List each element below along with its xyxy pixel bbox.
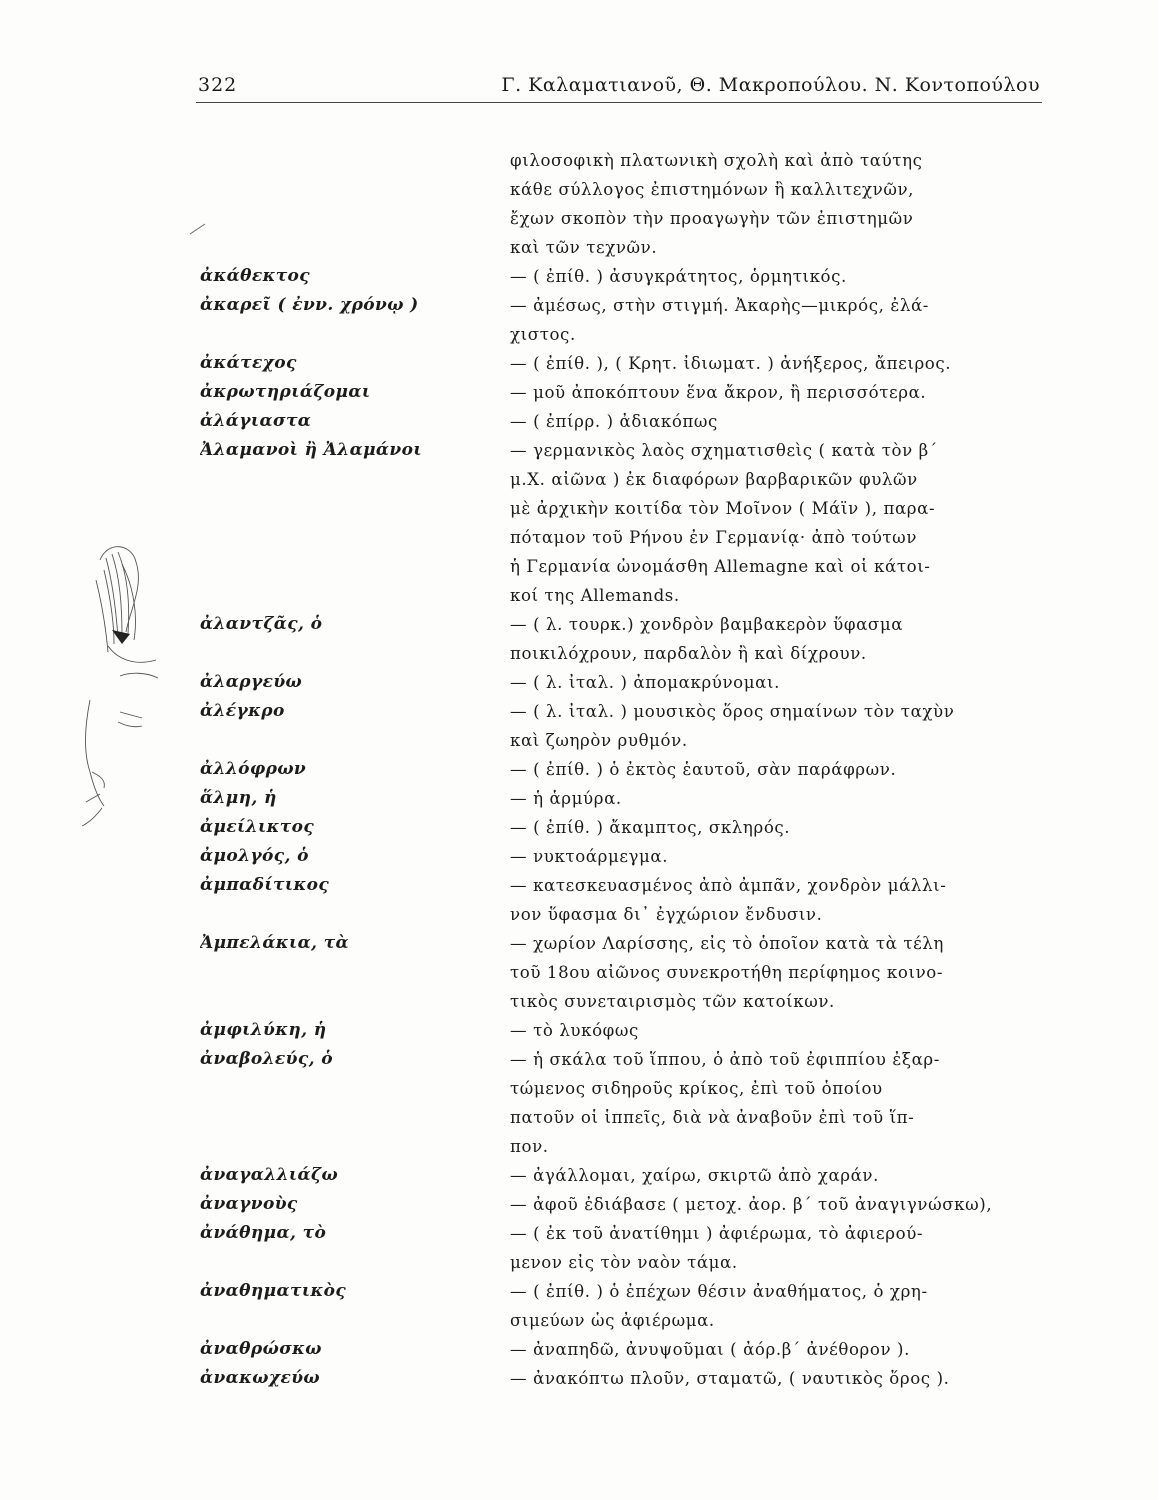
definition-line: μ.Χ. αἰῶνα ) ἐκ διαφόρων βαρβαρικῶν φυλῶν <box>510 470 918 489</box>
definition-line: τώμενος σιδηροῦς κρίκος, ἐπὶ τοῦ ὁποίου <box>510 1079 883 1098</box>
lemma: ἅλμη, ἡ <box>200 788 277 808</box>
lemma <box>200 523 500 552</box>
definition-line: — ἀνακόπτω πλοῦν, σταματῶ, ( ναυτικὸς ὅρος ). <box>510 1369 950 1388</box>
definition-line: καὶ ζωηρὸν ρυθμόν. <box>510 731 688 750</box>
definition-column <box>510 146 1040 1393</box>
definition-line: ἡ Γερμανία ὠνομάσθη Allemagne καὶ οἱ κάτοι- <box>510 557 931 576</box>
definition-line: — κατεσκευασμένος ἀπὸ ἀμπᾶν, χονδρὸν μάλλι- <box>510 876 947 895</box>
definition-line: τικὸς συνεταιρισμὸς τῶν κατοίκων. <box>510 992 835 1011</box>
lemma <box>200 958 500 987</box>
lemma: ἀμπαδίτικος <box>200 875 330 895</box>
definition-line: — μοῦ ἀποκόπτουν ἕνα ἄκρον, ἢ περισσότερα. <box>510 383 927 402</box>
definition-line: — ( ἐπίθ. ) ὁ ἐκτὸς ἑαυτοῦ, σὰν παράφρων. <box>510 760 897 779</box>
definition-line: — χωρίον Λαρίσσης, εἰς τὸ ὁποῖον κατὰ τὰ τέλη <box>510 934 944 953</box>
lemma <box>200 320 500 349</box>
page-number: 322 <box>198 74 238 96</box>
lemma: ἀκρωτηριάζομαι <box>200 382 371 402</box>
lemma: ἀνάθημα, τὸ <box>200 1223 327 1243</box>
definition-line: νον ὕφασμα δι᾽ ἐγχώριον ἔνδυσιν. <box>510 905 823 924</box>
definition-line: μενον εἰς τὸν ναὸν τάμα. <box>510 1253 738 1272</box>
definition-line: — ἡ ἁρμύρα. <box>510 789 622 808</box>
lemma: ἀλλόφρων <box>200 759 307 779</box>
definition-line: — ἀγάλλομαι, χαίρω, σκιρτῶ ἀπὸ χαράν. <box>510 1166 879 1185</box>
lemma <box>200 581 500 610</box>
definition-line: — ἀφοῦ ἐδιάβασε ( μετοχ. ἀορ. β´ τοῦ ἀναγιγνώσκω), <box>510 1195 993 1214</box>
lemma <box>200 146 500 175</box>
definition-line: — ( ἐπίρρ. ) ἀδιακόπως <box>510 412 718 431</box>
lemma: ἀμφιλύκη, ἡ <box>200 1020 327 1040</box>
lemma: ἀλέγκρο <box>200 701 285 721</box>
lemma <box>200 1248 500 1277</box>
lemma <box>200 987 500 1016</box>
lemma: Ἀμπελάκια, τὰ <box>200 933 350 953</box>
lemma: ἀλαντζᾶς, ὁ <box>200 614 323 634</box>
lemma: ἀμείλικτος <box>200 817 315 837</box>
definition-line: κάθε σύλλογος ἐπιστημόνων ἢ καλλιτεχνῶν, <box>510 180 915 199</box>
lemma <box>200 1103 500 1132</box>
definition-line: — ( ἐπίθ. ) ἄκαμπτος, σκληρός. <box>510 818 791 837</box>
lemma <box>200 552 500 581</box>
lemma <box>200 1074 500 1103</box>
definition-line: πον. <box>510 1137 549 1156</box>
definition-line: μὲ ἀρχικὴν κοιτίδα τὸν Μοῖνον ( Μάϊν ), παρα- <box>510 499 936 518</box>
definition-line: ἔχων σκοπὸν τὴν προαγωγὴν τῶν ἐπιστημῶν <box>510 209 914 228</box>
lemma <box>200 639 500 668</box>
definition-line: — ( λ. τουρκ.) χονδρὸν βαμβακερὸν ὕφασμα <box>510 615 904 634</box>
definition-line: τοῦ 18ου αἰῶνος συνεκροτήθη περίφημος κοινο- <box>510 963 944 982</box>
lemma: ἀναγαλλιάζω <box>200 1165 339 1185</box>
definition-line: φιλοσοφικὴ πλατωνικὴ σχολὴ καὶ ἀπὸ ταύτης <box>510 151 923 170</box>
lemma: ἀκαρεῖ ( ἐνν. χρόνῳ ) <box>200 295 419 315</box>
definition-line: — ( ἐκ τοῦ ἀνατίθημι ) ἀφιέρωμα, τὸ ἀφιερού- <box>510 1224 924 1243</box>
lemma: ἀνακωχεύω <box>200 1368 320 1388</box>
definition-line: πατοῦν οἱ ἱππεῖς, διὰ νὰ ἀναβοῦν ἐπὶ τοῦ ἵπ- <box>510 1108 915 1127</box>
lemma: ἀλάγιαστα <box>200 411 312 431</box>
definition-line: — ( λ. ἰταλ. ) ἀπομακρύνομαι. <box>510 673 780 692</box>
definition-line: ποικιλόχρουν, παρδαλὸν ἢ καὶ δίχρουν. <box>510 644 867 663</box>
lemma: ἀκάτεχος <box>200 353 297 373</box>
lemma: ἀναθηματικὸς <box>200 1281 347 1301</box>
definition-line: — ( ἐπίθ. ) ἀσυγκράτητος, ὁρμητικός. <box>510 267 847 286</box>
lemma: ἀκάθεκτος <box>200 266 311 286</box>
lemma: ἀναθρώσκω <box>200 1339 322 1359</box>
definition-line: — ἀναπηδῶ, ἀνυψοῦμαι ( ἀόρ.β´ ἀνέθορον ). <box>510 1340 910 1359</box>
definition-line: κοί της Allemands. <box>510 586 680 605</box>
lemma: ἀναγνοὺς <box>200 1194 298 1214</box>
definition-line: — ( ἐπίθ. ), ( Κρητ. ἰδιωματ. ) ἀνήξερος, ἄπειρος. <box>510 354 952 373</box>
lemma: ἀμολγός, ὁ <box>200 846 309 866</box>
definition-line: — νυκτοάρμεγμα. <box>510 847 669 866</box>
definition-line: — ( ἐπίθ. ) ὁ ἐπέχων θέσιν ἀναθήματος, ὁ χρη- <box>510 1282 928 1301</box>
running-head: Γ. Καλαματιανοῦ, Θ. Μακροπούλου. Ν. Κοντοπούλου <box>501 74 1040 96</box>
definition-line: — γερμανικὸς λαὸς σχηματισθεὶς ( κατὰ τὸν β´ <box>510 441 938 460</box>
lemma <box>200 175 500 204</box>
definition-line: — ( λ. ἰταλ. ) μουσικὸς ὅρος σημαίνων τὸν ταχὺν <box>510 702 955 721</box>
definition-line: πόταμον τοῦ Ρήνου ἐν Γερμανίᾳ· ἀπὸ τούτων <box>510 528 918 547</box>
lemma <box>200 1306 500 1335</box>
lemma <box>200 494 500 523</box>
lemma-column <box>200 146 500 1393</box>
lemma: Ἀλαμανοὶ ἢ Ἀλαμάνοι <box>200 440 422 460</box>
definition-line: σιμεύων ὡς ἀφιέρωμα. <box>510 1311 715 1330</box>
lemma <box>200 204 500 233</box>
lemma <box>200 900 500 929</box>
lemma <box>200 1132 500 1161</box>
lemma: ἀναβολεύς, ὁ <box>200 1049 333 1069</box>
definition-line: — τὸ λυκόφως <box>510 1021 639 1040</box>
lemma <box>200 726 500 755</box>
margin-sketch-icon <box>60 540 180 840</box>
lemma <box>200 233 500 262</box>
definition-line: χιστος. <box>510 325 576 344</box>
header-rule <box>196 102 1042 103</box>
definition-line: καὶ τῶν τεχνῶν. <box>510 238 658 257</box>
definition-line: — ἀμέσως, στὴν στιγμή. Ἀκαρὴς—μικρός, ἐλά- <box>510 296 930 315</box>
definition-line: — ἡ σκάλα τοῦ ἵππου, ὁ ἀπὸ τοῦ ἐφιππίου ἐξαρ- <box>510 1050 940 1069</box>
lemma: ἀλαργεύω <box>200 672 303 692</box>
lemma <box>200 465 500 494</box>
